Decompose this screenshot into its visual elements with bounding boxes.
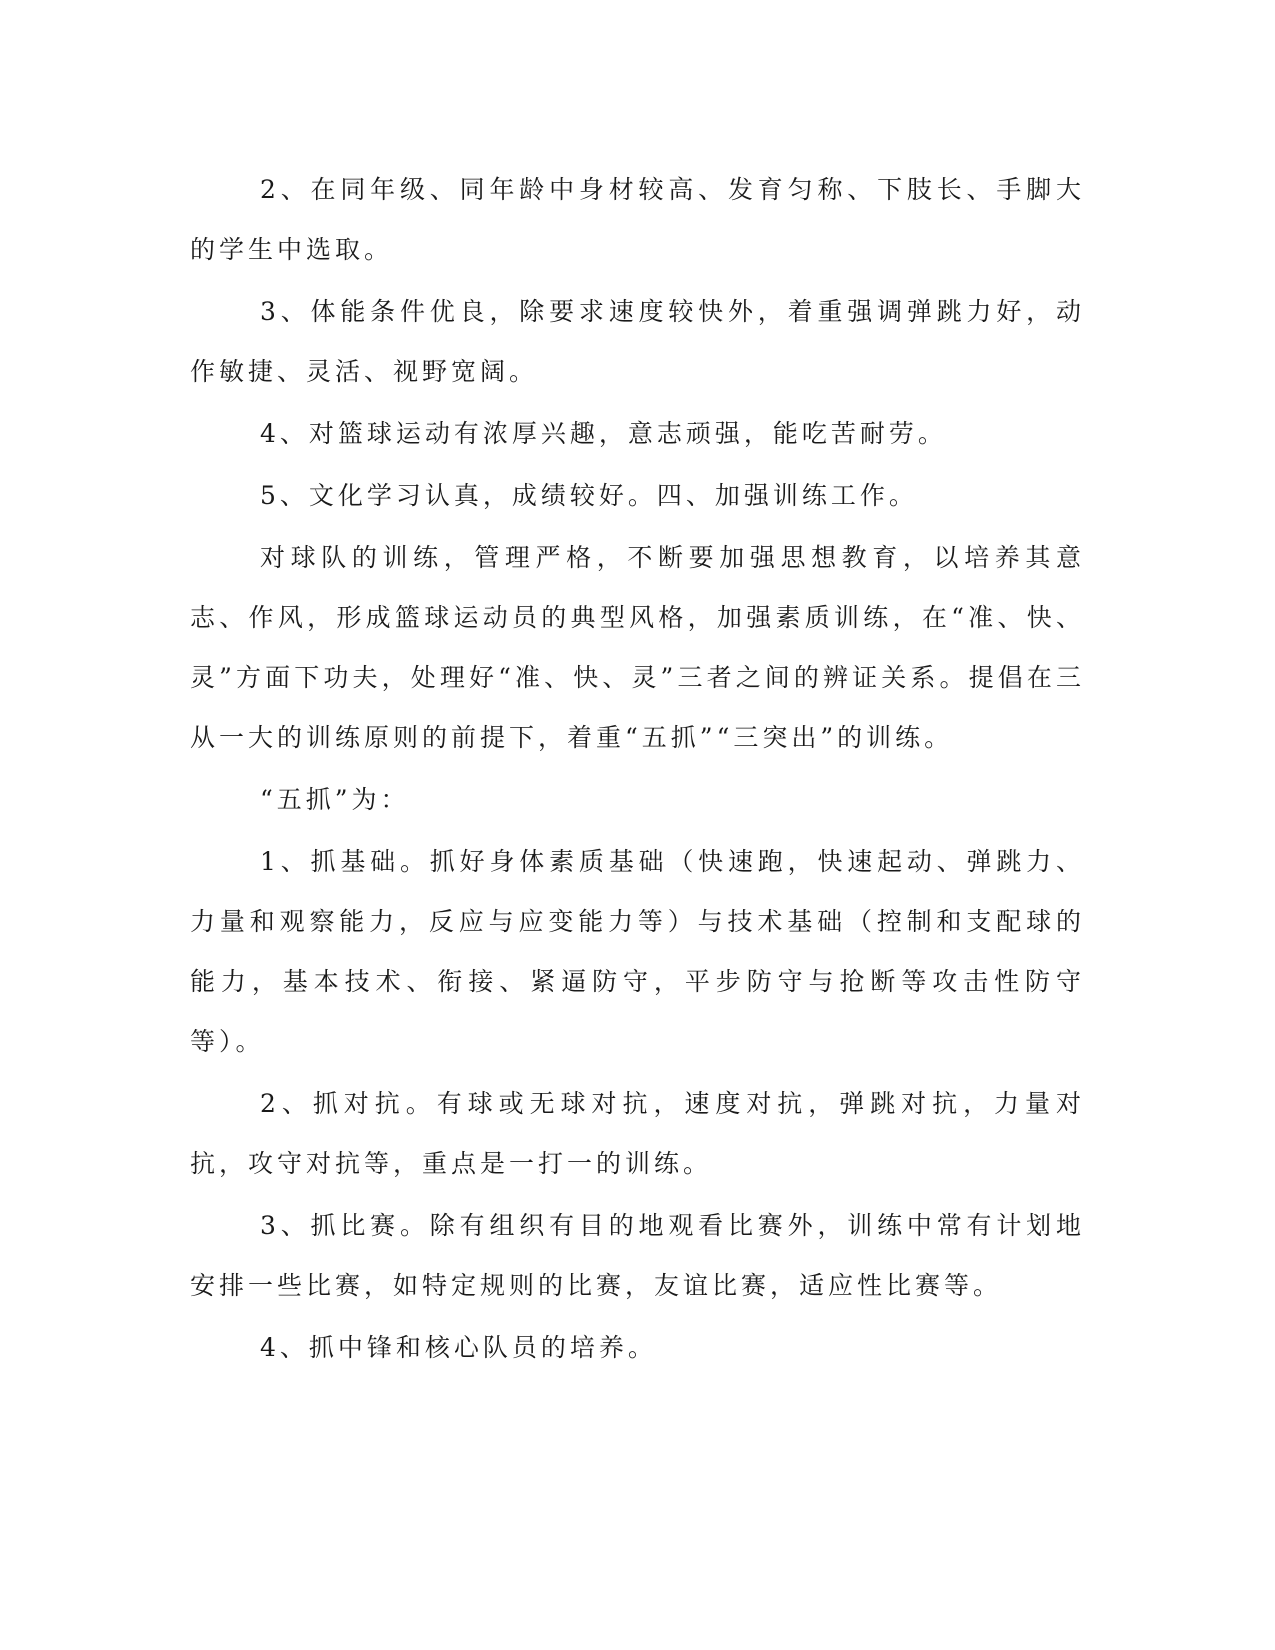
paragraph-focus-4: 4、抓中锋和核心队员的培养。 [260,1333,657,1362]
paragraph-training-overview: 对球队的训练，管理严格，不断要加强思想教育，以培养其意志、作风，形成篮球运动员的典型风格，加强素质训练，在“准、快、灵”方面下功夫，处理好“准、快、灵”三者之间的辨证关系。提倡在三从一大的训练原则的前提下，着重“五抓”“三突出”的训练。 [190,543,1085,752]
paragraph-focus-3: 3、抓比赛。除有组织有目的地观看比赛外，训练中常有计划地安排一些比赛，如特定规则的比赛，友谊比赛，适应性比赛等。 [190,1211,1085,1300]
paragraph-requirement-2: 2、在同年级、同年龄中身材较高、发育匀称、下肢长、手脚大的学生中选取。 [190,175,1085,264]
paragraph-requirement-3: 3、体能条件优良，除要求速度较快外，着重强调弹跳力好，动作敏捷、灵活、视野宽阔。 [190,297,1085,386]
paragraph-five-focus-heading: “五抓”为： [260,785,410,814]
paragraph-requirement-4: 4、对篮球运动有浓厚兴趣，意志顽强，能吃苦耐劳。 [260,419,947,448]
paragraph-focus-2: 2、抓对抗。有球或无球对抗，速度对抗，弹跳对抗，力量对抗，攻守对抗等，重点是一打一的训练。 [190,1089,1085,1178]
paragraph-focus-1: 1、抓基础。抓好身体素质基础（快速跑，快速起动、弹跳力、力量和观察能力，反应与应变能力等）与技术基础（控制和支配球的能力，基本技术、衔接、紧逼防守，平步防守与抢断等攻击性防守等）。 [190,847,1085,1056]
paragraph-requirement-5: 5、文化学习认真，成绩较好。四、加强训练工作。 [260,481,918,510]
document-body [190,160,1085,1380]
